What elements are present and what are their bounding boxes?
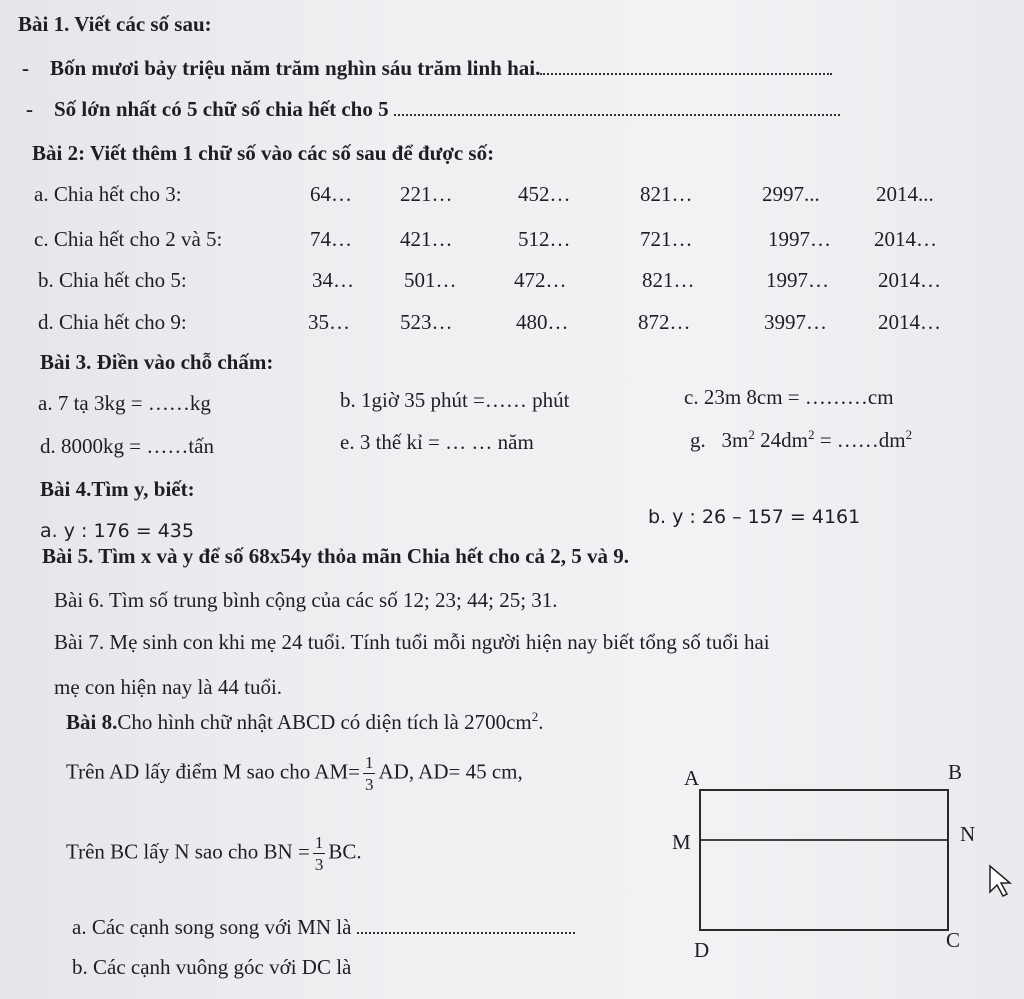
fraction-denominator: 3 [364,775,374,794]
point-n-label: N [960,822,976,846]
point-c-label: C [946,928,961,952]
bai8-qb: b. Các cạnh vuông góc với DC là [72,955,352,979]
bai2-number-cell[interactable]: 221… [400,182,453,206]
bai2-number-cell[interactable]: 501… [404,268,457,292]
bai2-number-cell[interactable]: 1997… [768,227,831,251]
bai8-label: Bài 8. [66,710,118,734]
bai8-title-end: . [538,710,544,734]
bai2-number-cell[interactable]: 64… [310,182,352,206]
fraction-numerator: 1 [314,833,324,852]
fraction-denominator: 3 [314,855,324,874]
bai7-line1: Bài 7. Mẹ sinh con khi mẹ 24 tuổi. Tính tuổi mỗi người hiện nay biết tổng số tuổi hai [54,630,770,654]
bai3-d: d. 8000kg = ……tấn [40,434,214,458]
mouse-cursor-icon [990,866,1010,896]
superscript: 2 [807,427,815,442]
bai2-number-cell[interactable]: 821… [640,182,693,206]
bai2-number-cell[interactable]: 35… [308,310,350,334]
rectangle-abcd [700,790,948,930]
bai8-n-pre: Trên BC lấy N sao cho BN = [66,839,310,864]
bai1-item-2: - Số lớn nhất có 5 chữ số chia hết cho 5 [26,99,840,120]
point-m-label: M [672,830,691,854]
bai2-number-cell[interactable]: 821… [642,268,695,292]
bai4-title: Bài 4.Tìm y, biết: [40,477,195,501]
superscript: 2 [748,427,755,442]
bai2-number-cell[interactable]: 480… [516,310,569,334]
bai8-m-post: AD, AD= 45 cm, [378,759,523,784]
bai2-number-cell[interactable]: 2997... [762,182,820,206]
bai2-number-cell[interactable]: 472… [514,268,567,292]
bai2-title: Bài 2: Viết thêm 1 chữ số vào các số sau để được số: [32,141,495,165]
bai1-item-1: - Bốn mươi bảy triệu năm trăm nghìn sáu trăm linh hai. [22,58,832,79]
bai3-e: e. 3 thế kỉ = … … năm [340,430,534,454]
bai2-number-cell[interactable]: 3997… [764,310,827,334]
point-a-label: A [684,766,700,790]
bai3-b: b. 1giờ 35 phút =…… phút [340,388,570,412]
bai2-number-cell[interactable]: 2014… [878,268,941,292]
bai2-number-cell[interactable]: 721… [640,227,693,251]
bai3-title: Bài 3. Điền vào chỗ chấm: [40,350,274,374]
bai3-a: a. 7 tạ 3kg = ……kg [38,391,211,415]
point-b-label: B [948,760,963,784]
bai2-number-cell[interactable]: 523… [400,310,453,334]
bai1-item-1-text: Bốn mươi bảy triệu năm trăm nghìn sáu trăm linh hai. [50,56,541,80]
bai2-row-label: a. Chia hết cho 3: [34,182,182,206]
bai6: Bài 6. Tìm số trung bình cộng của các số 12; 23; 44; 25; 31. [54,588,558,612]
bai8-m-pre: Trên AD lấy điểm M sao cho AM= [66,759,360,784]
bai5-text: Bài 5. Tìm x và y để số 68x54y thỏa mãn Chia hết cho cả 2, 5 và 9. [42,544,630,568]
bai2-row-label: d. Chia hết cho 9: [38,310,187,334]
superscript: 2 [905,427,913,442]
bai3-g-post: = ……dm [814,428,906,452]
bai2-number-cell[interactable]: 74… [310,227,352,251]
bai2-row-label: b. Chia hết cho 5: [38,268,187,292]
bai1-title: Bài 1. Viết các số sau: [18,12,212,36]
bai2-number-cell[interactable]: 872… [638,310,691,334]
fraction-numerator: 1 [364,753,374,772]
bai2-row-label: c. Chia hết cho 2 và 5: [34,227,223,251]
bai2-number-cell[interactable]: 421… [400,227,453,251]
bai3-g-mid: 24dm [760,428,808,452]
bai8-title-text: Cho hình chữ nhật ABCD có diện tích là 2700cm [117,710,532,734]
bai2-number-cell[interactable]: 1997… [766,268,829,292]
superscript: 2 [531,709,539,724]
bai2-number-cell[interactable]: 2014... [876,182,934,206]
bai2-number-cell[interactable]: 2014… [874,227,937,251]
bai3-c: c. 23m 8cm = ………cm [684,385,894,409]
bai3-g-label: g. [690,428,706,452]
bai4-a: a. y : 176 = 435 [40,520,194,542]
bai1-item-2-text: Số lớn nhất có 5 chữ số chia hết cho 5 [54,97,389,121]
bai2-number-cell[interactable]: 512… [518,227,571,251]
bai2-number-cell[interactable]: 452… [518,182,571,206]
bai4-b: b. y : 26 – 157 = 4161 [648,506,861,528]
bai7-line2: mẹ con hiện nay là 44 tuổi. [54,675,283,699]
bai8-n-post: BC. [328,839,362,864]
bai3-g-pre: 3m [721,428,749,452]
bai2-number-cell[interactable]: 2014… [878,310,941,334]
bai8-qa-text: a. Các cạnh song song với MN là [72,915,352,939]
point-d-label: D [694,938,710,962]
bai2-number-cell[interactable]: 34… [312,268,354,292]
